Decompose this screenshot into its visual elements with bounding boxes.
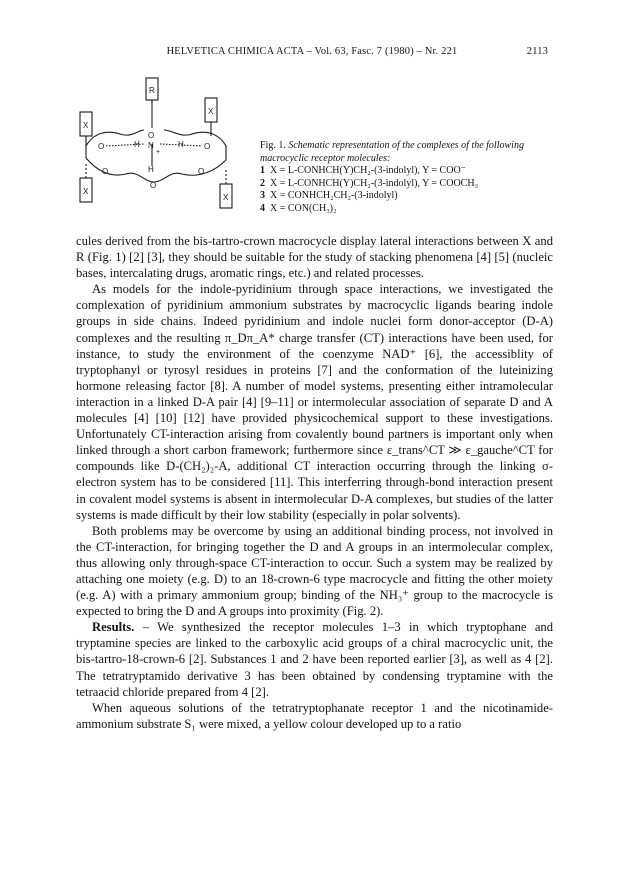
- plus-label: +: [156, 149, 161, 156]
- article-body: [76, 233, 553, 732]
- caption-item: 2 X = L-CONHCH(Y)CH₂-(3-indolyl), Y = COOCH₃: [260, 177, 479, 189]
- macrocycle-schematic: [74, 74, 248, 234]
- x-label-lower-left: X: [83, 187, 89, 196]
- caption-title: [260, 140, 560, 165]
- paragraph-3: Both problems may be overcome by using an additional binding process, not involved in the CT-interaction, for bringing together the D and A groups in an intermolecular complex, thus allowing only through-space CT-interaction to occur. Such a system may be realized by attaching one moiety (e.g. D) to an 18-crown-6 type macrocycle and fitting the other moiety (e.g. A) with a primary ammonium group; binding of the NH₃⁺ group to the macrocycle is expected to bring the D and A groups into proximity (Fig. 2).: [76, 523, 553, 619]
- page-number: 2113: [526, 46, 548, 57]
- x-label-upper-left: X: [83, 121, 89, 130]
- o-label-1: O: [98, 142, 105, 151]
- caption-item: 1 X = L-CONHCH(Y)CH₂-(3-indolyl), Y = COO⁻: [260, 165, 466, 177]
- caption-label: Fig. 1.: [260, 140, 286, 151]
- o-label-2: O: [148, 131, 155, 140]
- paragraph-4: [76, 619, 553, 699]
- h-label-bottom: H: [148, 165, 154, 174]
- figure-1-schematic: [74, 74, 248, 234]
- paragraph-5: When aqueous solutions of the tetratryptophanate receptor 1 and the nicotinamide-ammonium substrate S₁ were mixed, a yellow colour developed up to a ratio: [76, 700, 553, 731]
- results-heading: Results.: [92, 620, 135, 635]
- running-header: [0, 46, 624, 62]
- n-label: N: [148, 141, 154, 150]
- o-label-3: O: [204, 142, 211, 151]
- caption-text: Schematic representation of the complexes of the following macrocyclic receptor molecules:: [260, 140, 524, 164]
- paragraph-2: As models for the indole-pyridinium through space interactions, we investigated the complexation of pyridinium ammonium substrates by macrocyclic ligands bearing indole groups in side chains. Indeed pyridinium and indole nuclei form donor-acceptor (D-A) complexes and the resulting π_Dπ_A* charge transfer (CT) interactions have been used, for instance, to study the environment of the coenzyme NAD⁺ [6], the accessiblity of tryptophanyl or tyrosyl residues in proteins [7] and the conformation of the luteinizing hormone releasing factor [8]. A number of model systems, presenting either intramolecular interaction in a linked D-A pair [4] [9–11] or intermolecular association of separate D and A molecules [4] [10] [12] have provided physicochemical support to these investigations. Unfortunately CT-interaction arising from covalently bound partners is important only when linked through a short carbon framework; furthermore since ε_trans^CT ≫ ε_gauche^CT for compounds like D-(CH₂)₂-A, additional CT interaction occurring through the linking σ-electron system has to be considered [11]. This interferring through-bond interaction present in covalent model systems is absent in intermolecular D-A complexes, but studies of the latter systems is made difficult by their low stability (especially in polar solvents).: [76, 282, 553, 522]
- results-text: – We synthesized the receptor molecules 1–3 in which tryptophane and tryptamine species are linked to the carboxylic acid groups of a chiral macrocyclic unit, the bis-tartro-18-crown-6 [2]. Substances 1 and 2 have been reported earlier [3], as well as 4 [2]. The tetratryptamido derivative 3 has been obtained by condensing tryptamine with the tetraacid chloride prepared from 4 [2].: [76, 620, 553, 699]
- paragraph-1: cules derived from the bis-tartro-crown macrocycle display lateral interactions between X and R (Fig. 1) [2] [3], they should be suitable for the study of stacking phenomena [4] [5] (nucleic bases, intercalating drugs, aromatic rings, etc.) and related processes.: [76, 234, 553, 281]
- caption-item: 3 X = CONHCH₂CH₂-(3-indolyl): [260, 190, 398, 202]
- running-head: HELVETICA CHIMICA ACTA – Vol. 63, Fasc. 7 (1980) – Nr. 221: [166, 46, 458, 57]
- x-label-lower-right: X: [223, 193, 229, 202]
- x-label-upper-right: X: [208, 107, 214, 116]
- caption-item: 4 X = CON(CH₃)₂: [260, 202, 337, 214]
- figure-1-caption: [260, 140, 560, 216]
- r-label: R: [149, 86, 155, 95]
- o-label-4: O: [102, 167, 109, 176]
- o-label-6: O: [198, 167, 205, 176]
- o-label-5: O: [150, 181, 157, 190]
- h-label-left: H: [134, 140, 140, 149]
- h-label-right: H: [178, 140, 184, 149]
